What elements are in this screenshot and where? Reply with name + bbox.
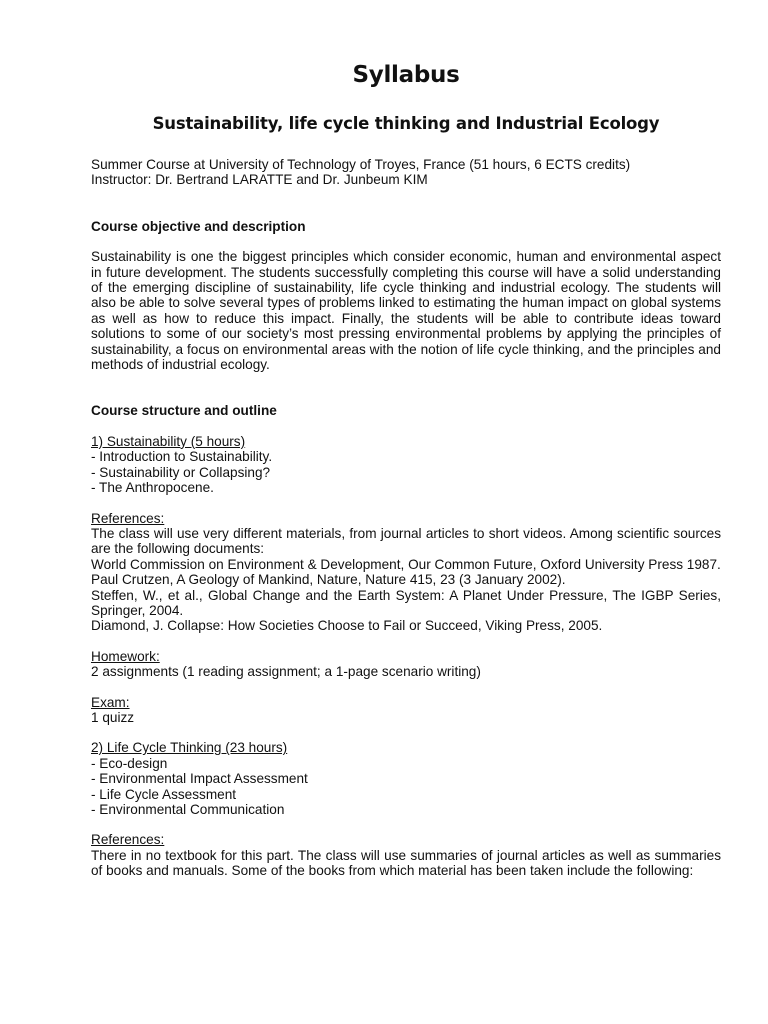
objective-body: Sustainability is one the biggest principles which consider economic, human and environmental aspect in future development. The students successfully completing this course will have a solid understanding of the emerging discipline of sustainability, life cycle thinking and industrial ecology. The students will also be able to solve several types of problems linked to estimating the human impact on global systems as well as how to reduce this impact. Finally, the students will be able to contribute ideas toward solutions to some of our society’s most pressing environmental problems by applying the principles of sustainability, a focus on environmental areas with the notion of life cycle thinking, and the principles and methods of industrial ecology.: [91, 249, 721, 373]
instructor-line: Instructor: Dr. Bertrand LARATTE and Dr. Junbeum KIM: [91, 172, 428, 188]
section2-item: - Eco-design: [91, 755, 168, 771]
section1-item: - Introduction to Sustainability.: [91, 449, 273, 465]
section1-item: - The Anthropocene.: [91, 480, 214, 496]
reference-item: Steffen, W., et al., Global Change and the Earth System: A Planet Under Pressure, The IGBP Series, Springer, 2004.: [91, 587, 721, 618]
reference-item: Diamond, J. Collapse: How Societies Choose to Fail or Succeed, Viking Press, 2005.: [91, 618, 603, 634]
course-info: [91, 157, 721, 188]
section2-references-label: References:: [91, 832, 165, 848]
section1-references-intro: The class will use very different materials, from journal articles to short videos. Among scientific sources are the following documents:: [91, 525, 721, 557]
section2-title: 2) Life Cycle Thinking (23 hours): [91, 740, 288, 756]
page-title: Syllabus: [352, 62, 460, 88]
reference-item: World Commission on Environment & Development, Our Common Future, Oxford University Press 1987.: [91, 556, 721, 572]
section1-references-label: References:: [91, 510, 165, 526]
section2-references-intro: There in no textbook for this part. The class will use summaries of journal articles as well as summaries of books and manuals. Some of the books from which material has been taken include the following:: [91, 847, 721, 879]
structure-heading: Course structure and outline: [91, 403, 277, 419]
homework-text: 2 assignments (1 reading assignment; a 1-page scenario writing): [91, 664, 481, 680]
homework-label: Homework:: [91, 648, 160, 664]
section2-item: - Environmental Impact Assessment: [91, 771, 308, 787]
section1-item: - Sustainability or Collapsing?: [91, 464, 271, 480]
exam-label: Exam:: [91, 694, 130, 710]
page-subtitle: Sustainability, life cycle thinking and Industrial Ecology: [152, 114, 660, 133]
objective-heading: Course objective and description: [91, 218, 306, 234]
section1-title: 1) Sustainability (5 hours): [91, 433, 246, 449]
exam-text: 1 quizz: [91, 709, 135, 725]
section2-item: - Environmental Communication: [91, 802, 285, 817]
course-line: Summer Course at University of Technology of Troyes, France (51 hours, 6 ECTS credits): [91, 157, 631, 172]
reference-item: Paul Crutzen, A Geology of Mankind, Nature, Nature 415, 23 (3 January 2002).: [91, 572, 566, 588]
section2-item: - Life Cycle Assessment: [91, 786, 237, 802]
